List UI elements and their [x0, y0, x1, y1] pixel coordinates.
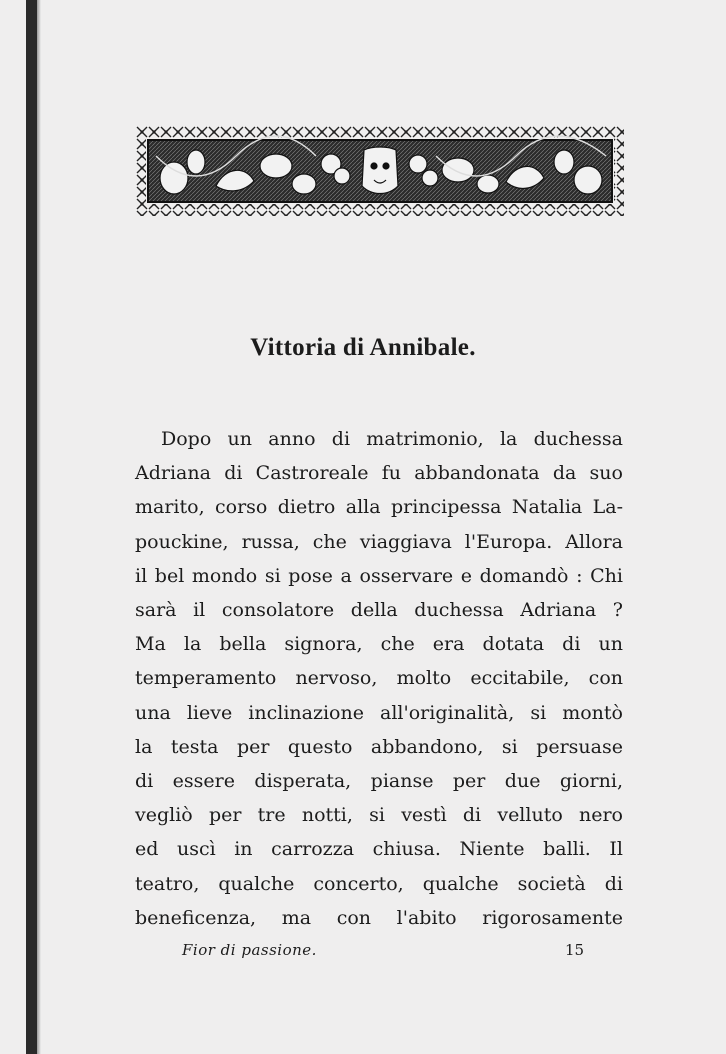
- chapter-title: Vittoria di Annibale.: [250, 334, 476, 361]
- text-line: il bel mondo si pose a osservare e domandò : Chi: [135, 564, 623, 587]
- book-spine-edge: [26, 0, 37, 1054]
- text-line: teatro, qualche concerto, qualche società di: [135, 872, 623, 895]
- text-line: beneficenza, ma con l'abito rigorosamente: [135, 906, 623, 929]
- text-line: pouckine, russa, che viaggiava l'Europa. Allora: [135, 530, 623, 553]
- text-line: vegliò per tre notti, si vestì di velluto nero: [135, 804, 623, 827]
- text-line: Adriana di Castroreale fu abbandonata da suo: [135, 462, 623, 485]
- text-line: di essere disperata, pianse per due giorni,: [135, 770, 623, 793]
- text-line: marito, corso dietro alla principessa Natalia La-: [135, 496, 623, 519]
- floral-headpiece-ornament: [136, 126, 624, 216]
- text-line: la testa per questo abbandono, si persuase: [135, 735, 623, 758]
- text-line: temperamento nervoso, molto eccitabile, con: [135, 667, 623, 690]
- text-line: sarà il consolatore della duchessa Adriana ?: [135, 599, 623, 622]
- footer-signature-number: 15: [565, 941, 585, 959]
- chapter-paragraph: [135, 422, 623, 935]
- text-line: una lieve inclinazione all'originalità, si montò: [135, 701, 623, 724]
- book-spine-shadow: [37, 0, 41, 1054]
- footer-book-title: Fior di passione.: [182, 941, 317, 959]
- text-line: Dopo un anno di matrimonio, la duchessa: [161, 428, 623, 450]
- text-line: ed uscì in carrozza chiusa. Niente balli. Il: [135, 838, 623, 861]
- text-line: Ma la bella signora, che era dotata di un: [135, 633, 623, 656]
